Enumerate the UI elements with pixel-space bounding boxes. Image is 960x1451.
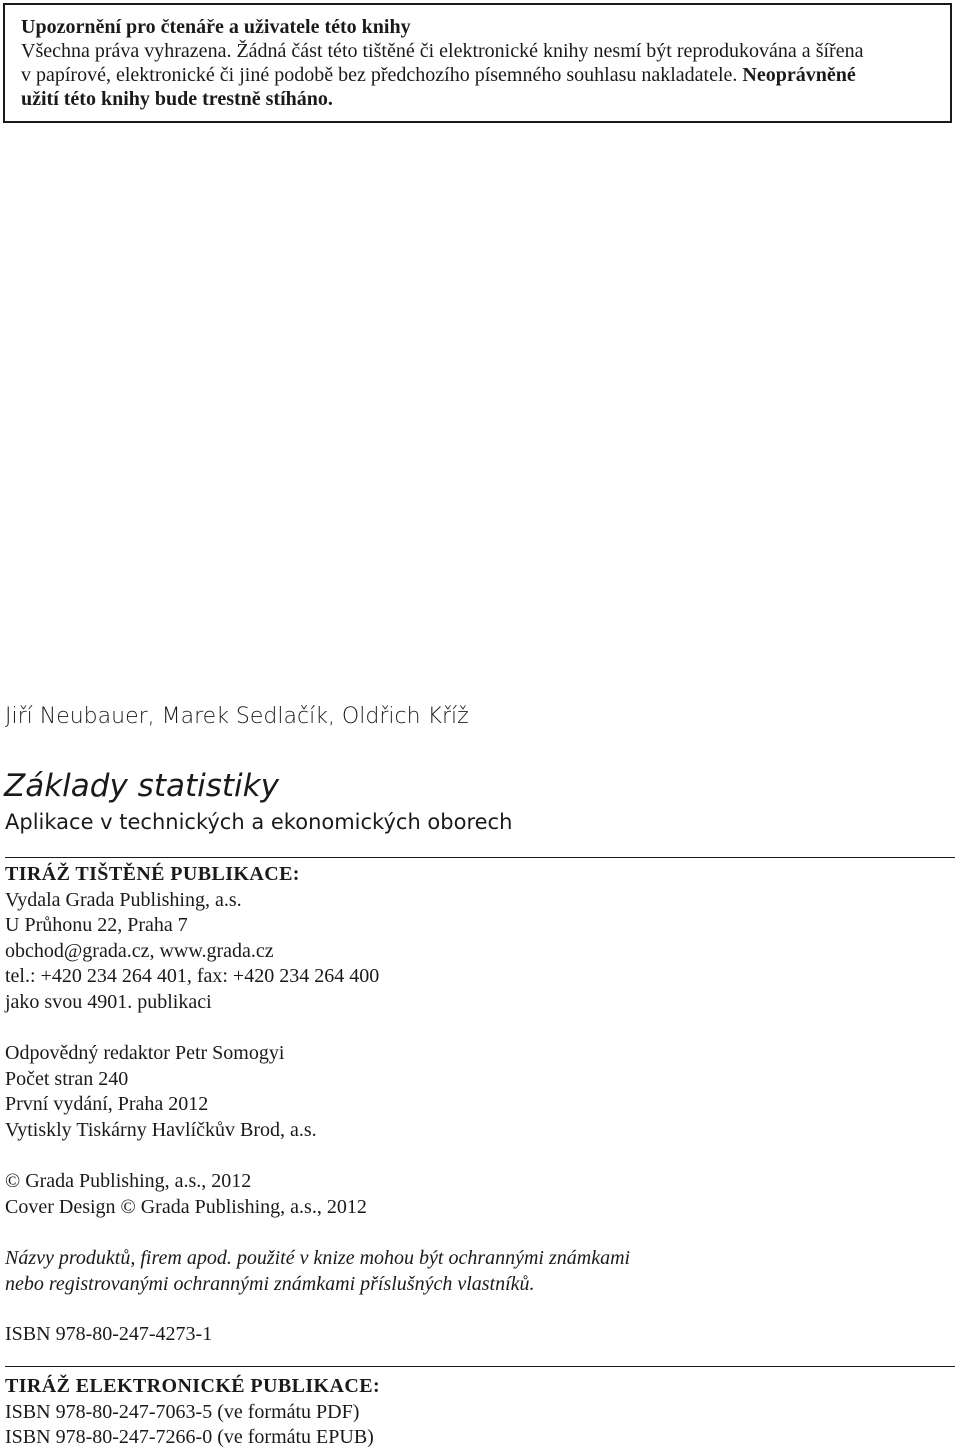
page-count-line: Počet stran 240 xyxy=(5,1067,129,1090)
print-imprint-production-block xyxy=(5,1041,317,1143)
trademark-line-2: nebo registrovanými ochrannými známkami příslušných vlastníků. xyxy=(5,1272,535,1295)
notice-heading: Upozornění pro čtenáře a uživatele této knihy xyxy=(21,16,411,38)
book-authors: Jiří Neubauer, Marek Sedlačík, Oldřich Kříž xyxy=(5,704,469,729)
publisher-line: Vydala Grada Publishing, a.s. xyxy=(5,888,242,911)
notice-line-1: Všechna práva vyhrazena. Žádná část této tištěné či elektronické knihy nesmí být reprodukována a šířena xyxy=(21,40,864,62)
phone-fax-line: tel.: +420 234 264 401, fax: +420 234 264 400 xyxy=(5,965,380,988)
print-imprint-contact-block xyxy=(5,862,379,1016)
electronic-imprint-heading: TIRÁŽ ELEKTRONICKÉ PUBLIKACE: xyxy=(5,1375,380,1397)
notice-warning-start: Neoprávněné xyxy=(742,64,856,86)
trademark-line-1: Názvy produktů, firem apod. použité v knize mohou být ochrannými známkami xyxy=(5,1247,631,1269)
editor-line: Odpovědný redaktor Petr Somogyi xyxy=(5,1042,285,1064)
isbn-epub-line: ISBN 978-80-247-7266-0 (ve formátu EPUB) xyxy=(5,1426,374,1449)
printer-line: Vytiskly Tiskárny Havlíčkův Brod, a.s. xyxy=(5,1118,317,1141)
copyright-notice-box xyxy=(3,3,952,123)
trademark-block xyxy=(5,1246,630,1297)
address-line: U Průhonu 22, Praha 7 xyxy=(5,914,188,937)
book-title: Základy statistiky xyxy=(4,768,279,804)
isbn-pdf-line: ISBN 978-80-247-7063-5 (ve formátu PDF) xyxy=(5,1400,360,1423)
electronic-imprint-block xyxy=(5,1374,380,1451)
notice-warning-end: užití této knihy bude trestně stíháno. xyxy=(21,88,333,110)
notice-line-2-text: v papírové, elektronické či jiné podobě bez předchozího písemného souhlasu nakladatele. xyxy=(21,64,738,86)
copyright-line: © Grada Publishing, a.s., 2012 xyxy=(5,1170,252,1192)
cover-copyright-line: Cover Design © Grada Publishing, a.s., 2012 xyxy=(5,1195,367,1218)
print-imprint-heading: TIRÁŽ TIŠTĚNÉ PUBLIKACE: xyxy=(5,863,300,885)
book-subtitle: Aplikace v technických a ekonomických oborech xyxy=(5,810,513,834)
divider-electronic-imprint xyxy=(5,1366,955,1367)
contact-web-line: obchod@grada.cz, www.grada.cz xyxy=(5,939,274,962)
isbn-print-block xyxy=(5,1322,212,1348)
isbn-print-line: ISBN 978-80-247-4273-1 xyxy=(5,1323,213,1345)
publication-number-line: jako svou 4901. publikaci xyxy=(5,990,212,1013)
edition-line: První vydání, Praha 2012 xyxy=(5,1093,209,1116)
notice-line-2 xyxy=(21,63,934,87)
divider-print-imprint xyxy=(5,857,955,858)
copyright-block xyxy=(5,1169,367,1220)
